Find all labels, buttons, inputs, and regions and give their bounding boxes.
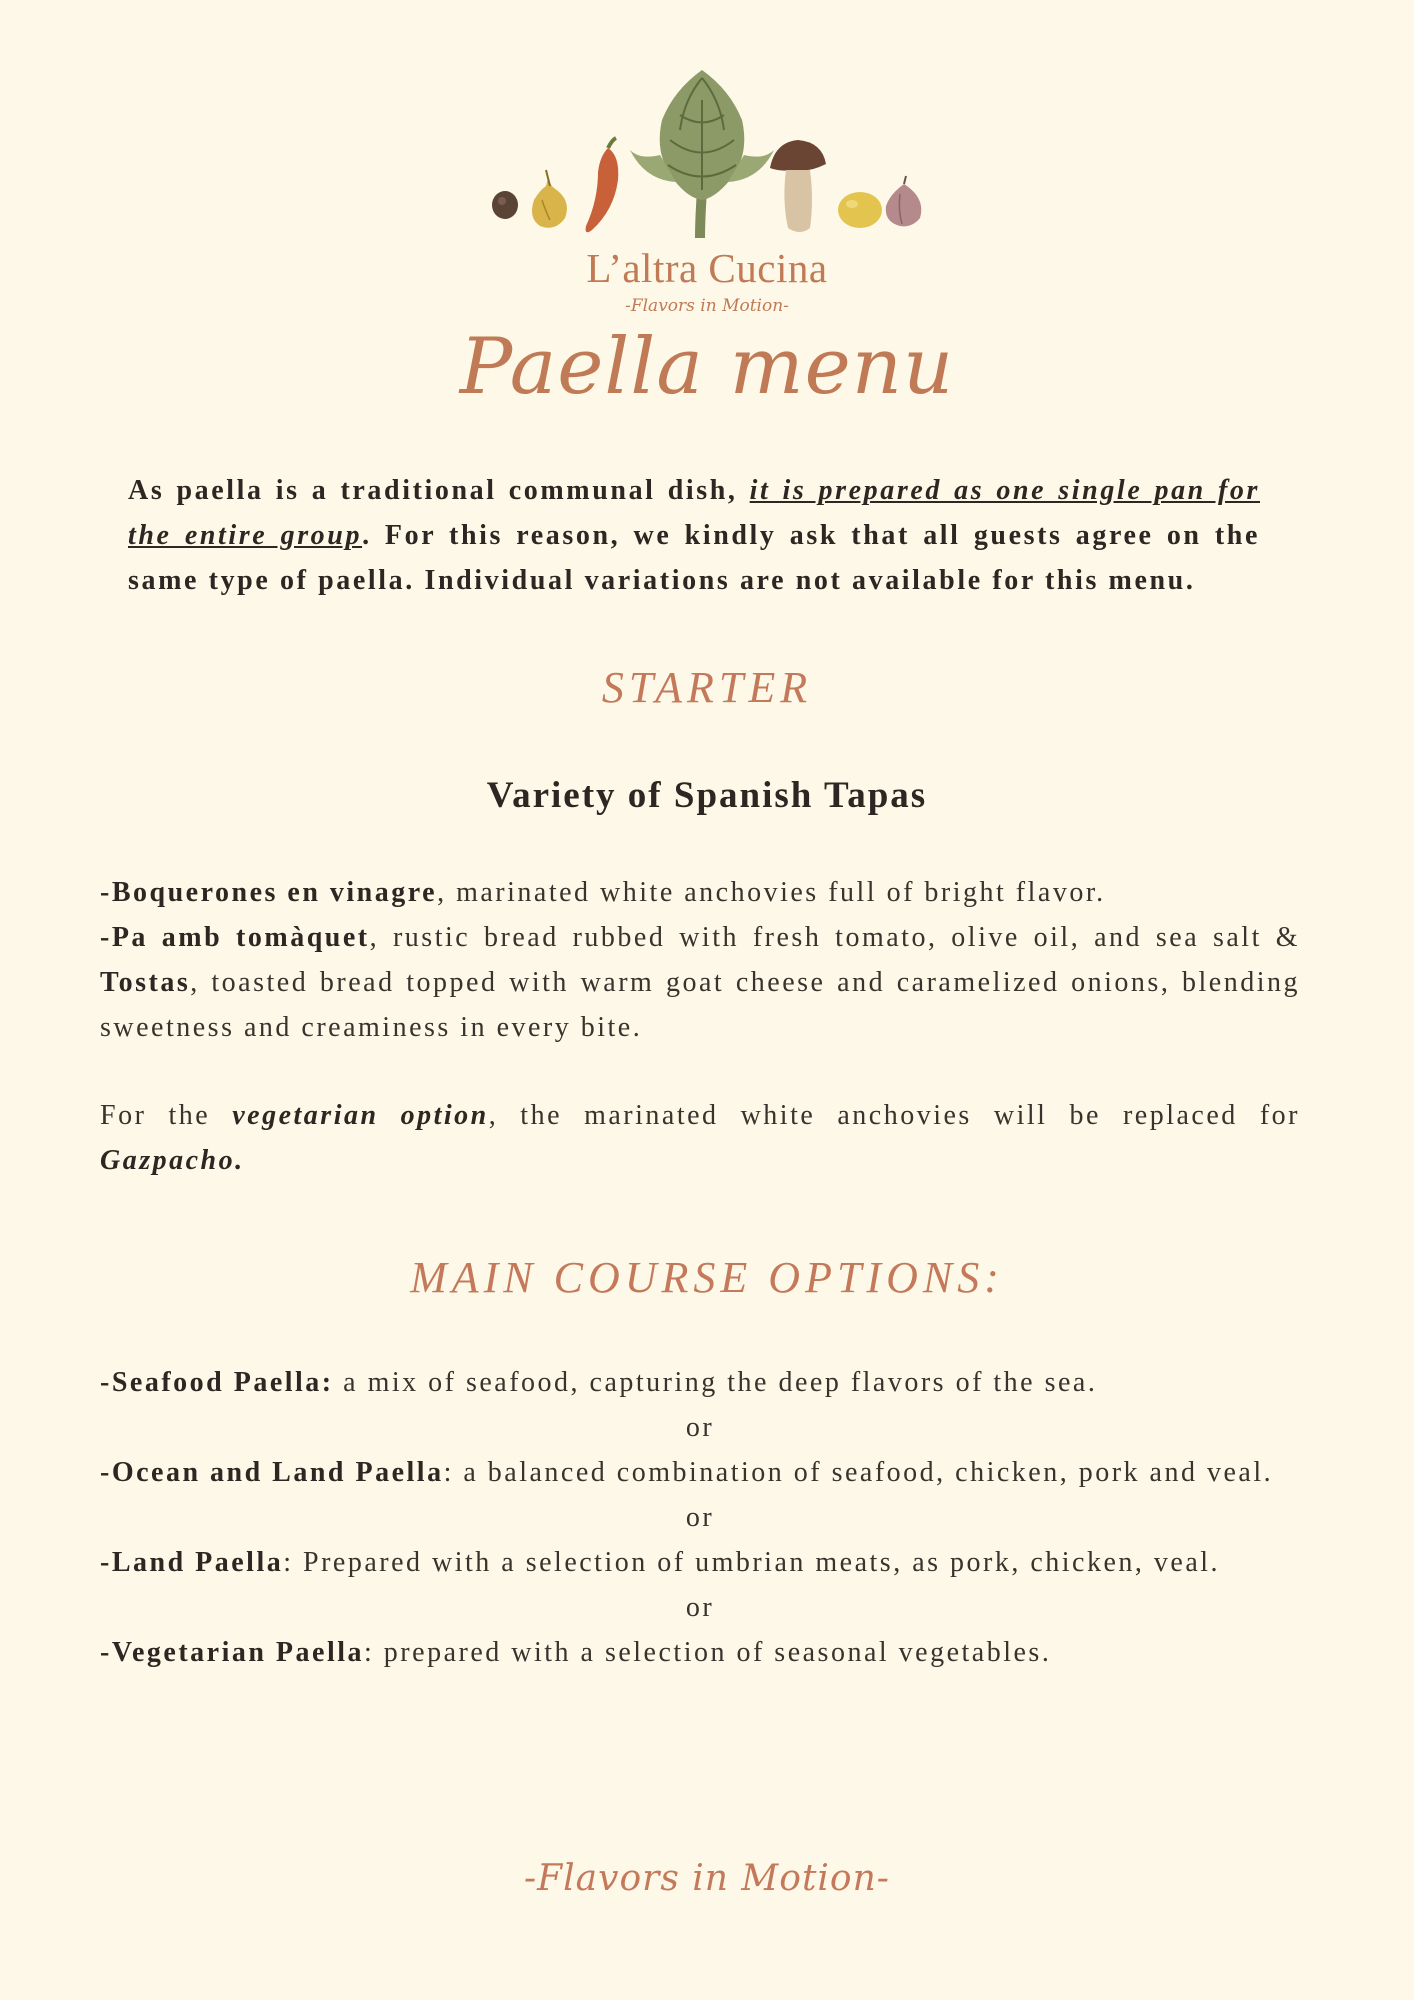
artichoke-icon: [630, 70, 774, 238]
main-option: [100, 1450, 1300, 1495]
brand-name: L’altra Cucina: [586, 245, 828, 291]
main-option-desc: : Prepared with a selection of umbrian meats, as pork, chicken, veal.: [283, 1547, 1221, 1578]
intro-paragraph: [128, 468, 1260, 603]
chili-pepper-icon: [586, 138, 619, 232]
starter-item-name: -Boquerones en vinagre: [100, 877, 438, 908]
main-option-desc: : a balanced combination of seafood, chicken, pork and veal.: [443, 1457, 1274, 1488]
main-option: [100, 1630, 1300, 1675]
starter-heading: STARTER: [601, 663, 813, 712]
logo-illustration: [480, 60, 940, 250]
starter-item-name: -Pa amb tomàquet: [100, 922, 370, 953]
onion-icon: [532, 170, 567, 228]
mushroom-icon: [770, 140, 826, 232]
or-separator: or: [685, 1592, 715, 1623]
footer-signature: -Flavors in Motion-: [524, 1858, 890, 1899]
main-option-desc: a mix of seafood, capturing the deep flavors of the sea.: [333, 1367, 1098, 1398]
starter-item: [100, 915, 1300, 1050]
lemon-icon: [838, 192, 882, 228]
main-option-name: -Land Paella: [100, 1547, 284, 1578]
garlic-icon: [886, 176, 922, 226]
or-separator: or: [685, 1412, 715, 1443]
main-option-name: -Vegetarian Paella: [100, 1637, 365, 1668]
main-option: [100, 1360, 1300, 1405]
starter-title: Variety of Spanish Tapas: [486, 775, 928, 816]
or-separator: or: [685, 1502, 715, 1533]
main-option-name: -Seafood Paella:: [100, 1367, 334, 1398]
intro-emphasis: it is prepared as one single pan for the entire group: [128, 475, 1260, 551]
intro-text: As paella is a traditional communal dish,: [128, 475, 750, 506]
veg-label: vegetarian option: [232, 1100, 489, 1131]
main-option-name: -Ocean and Land Paella: [100, 1457, 444, 1488]
starter-item-name: Tostas: [100, 967, 191, 998]
veg-prefix: For the: [100, 1100, 233, 1131]
hazelnut-icon: [492, 191, 518, 219]
main-course-heading: MAIN COURSE OPTIONS:: [410, 1253, 1004, 1302]
starter-item-desc: , toasted bread topped with warm goat cheese and caramelized onions, blending sweetness and creaminess in every bite.: [100, 967, 1300, 1043]
starter-item-desc: , marinated white anchovies full of bright flavor.: [437, 877, 1106, 908]
intro-text-rest: . For this reason, we kindly ask that all guests agree on the same type of paella. Individual variations are not available for this menu.: [128, 520, 1260, 596]
vegetarian-note: [100, 1093, 1300, 1183]
main-option-desc: : prepared with a selection of seasonal vegetables.: [364, 1637, 1052, 1668]
starter-description: [100, 870, 1300, 1050]
menu-title: Paella menu: [459, 322, 955, 412]
brand-tagline: -Flavors in Motion-: [625, 296, 789, 316]
veg-dish: Gazpacho.: [100, 1145, 245, 1176]
veg-middle: , the marinated white anchovies will be replaced for: [488, 1100, 1300, 1131]
starter-item: [100, 870, 1300, 915]
starter-item-desc: , rustic bread rubbed with fresh tomato, olive oil, and sea salt &: [369, 922, 1301, 953]
main-course-options: [100, 1360, 1300, 1675]
main-option: [100, 1540, 1300, 1585]
